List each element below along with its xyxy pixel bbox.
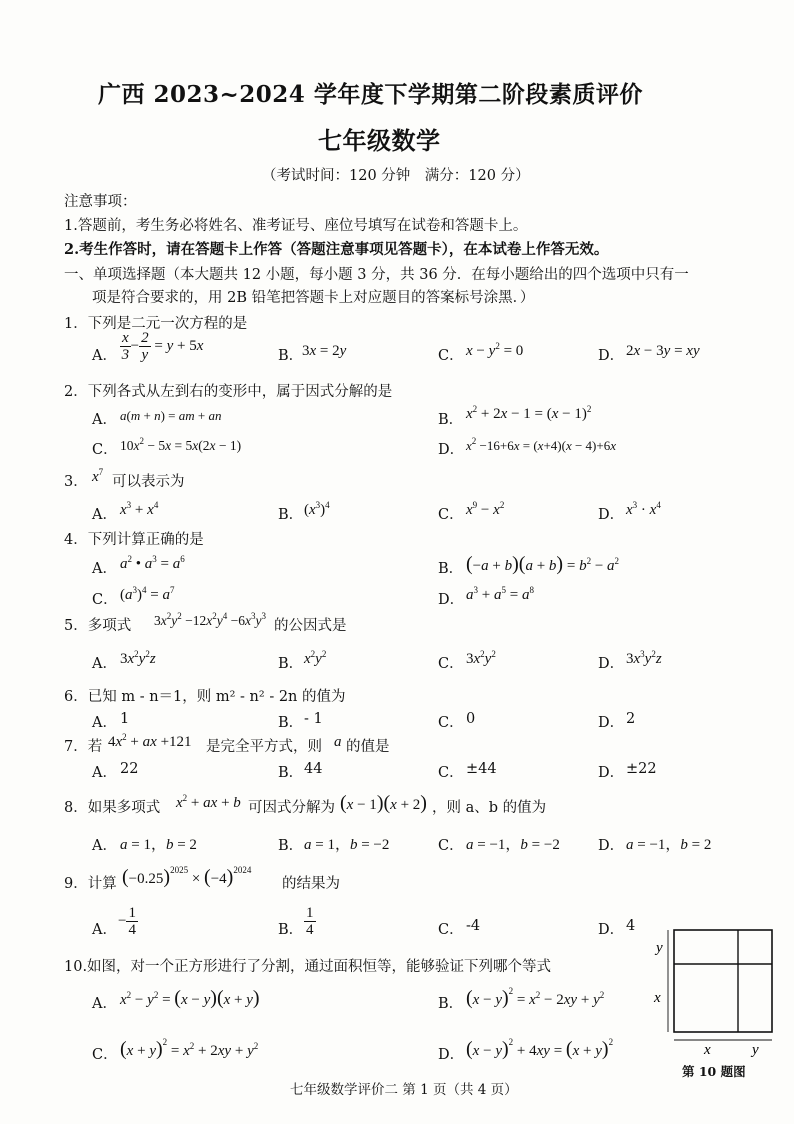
q6-label-d: D． bbox=[598, 715, 625, 731]
q7-label-a: A． bbox=[92, 765, 117, 781]
q3-option-b: $(x^3)^4$ bbox=[304, 500, 330, 518]
question-4: 4．下列计算正确的是 bbox=[64, 532, 204, 548]
q1-option-d: 2x − 3y = xy bbox=[626, 343, 700, 359]
q9-label-b: B． bbox=[278, 922, 304, 938]
question-7-mid: 是完全平方式，则 bbox=[206, 739, 322, 755]
question-10: 10.如图，对一个正方形进行了分割，通过面积恒等，能够验证下列哪个等式 bbox=[64, 959, 552, 975]
notes-item-1: 1.答题前，考生务必将姓名、准考证号、座位号填写在试卷和答题卡上。 bbox=[64, 218, 528, 234]
question-7-var: a bbox=[334, 734, 342, 750]
question-7-text: 的值是 bbox=[346, 739, 390, 755]
q5-option-a: $3x^2y^2z$ bbox=[120, 649, 156, 667]
q6-label-b: B． bbox=[278, 715, 304, 731]
notes-heading: 注意事项： bbox=[64, 194, 137, 210]
question-5-text: 的公因式是 bbox=[274, 618, 347, 634]
q3-label-d: D． bbox=[598, 507, 625, 523]
q1-option-c: $x - y^2 = 0$ bbox=[466, 341, 524, 359]
q4-label-c: C． bbox=[92, 592, 118, 608]
question-8-factor: (x − 1)(x + 2) bbox=[340, 792, 427, 814]
q2-label-a: A． bbox=[92, 412, 117, 428]
q8-label-c: C． bbox=[438, 838, 464, 854]
q9-label-c: C． bbox=[438, 922, 464, 938]
q1-option-b: 3x = 2y bbox=[302, 343, 347, 359]
q1-label-c: C． bbox=[438, 348, 464, 364]
q6-option-c: 0 bbox=[466, 711, 476, 727]
figure-caption: 第 10 题图 bbox=[682, 1064, 746, 1079]
q5-option-c: $3x^2y^2$ bbox=[466, 649, 496, 667]
question-2: 2．下列各式从左到右的变形中，属于因式分解的是 bbox=[64, 384, 393, 400]
q10-label-b: B． bbox=[438, 996, 464, 1012]
q4-label-d: D． bbox=[438, 592, 465, 608]
q9-option-a: − $\frac{1}{4}$ bbox=[118, 905, 136, 938]
q5-option-d: $3x^3y^2z$ bbox=[626, 649, 662, 667]
square-partition-figure bbox=[648, 922, 778, 1062]
exam-info: （考试时间：120 分钟 满分：120 分） bbox=[262, 168, 530, 184]
subject-title: 七年级数学 bbox=[318, 126, 441, 155]
outer-square bbox=[674, 930, 772, 1032]
q4-option-d: $a^3 + a^5 = a^8$ bbox=[466, 585, 534, 603]
question-6: 6．已知 m - n＝1，则 m² - n² - 2n 的值为 bbox=[64, 689, 346, 705]
question-7-number: 7．若 bbox=[64, 739, 103, 755]
q2-option-d: $x^2 -16+6x = (x+4)(x - 4)+6x$ bbox=[466, 436, 616, 453]
question-8-number: 8．如果多项式 bbox=[64, 800, 161, 816]
q1-label-b: B． bbox=[278, 348, 304, 364]
question-8-text: ，则 a、b 的值为 bbox=[432, 800, 547, 816]
q9-option-c: -4 bbox=[466, 918, 481, 934]
q2-label-d: D． bbox=[438, 442, 465, 458]
question-3-expr: $x^7$ bbox=[92, 467, 104, 485]
exam-title: 广西 2023~2024 学年度下学期第二阶段素质评价 bbox=[98, 81, 643, 108]
label-x-left: x bbox=[654, 990, 661, 1006]
section-header-line1: 一、单项选择题（本大题共 12 小题，每小题 3 分，共 36 分．在每小题给出的四个选项中只有一 bbox=[64, 267, 689, 283]
question-9-number: 9．计算 bbox=[64, 876, 117, 892]
q5-label-d: D． bbox=[598, 656, 625, 672]
question-5-number: 5．多项式 bbox=[64, 618, 132, 634]
q4-label-b: B． bbox=[438, 561, 464, 577]
q3-label-b: B． bbox=[278, 507, 304, 523]
page-footer: 七年级数学评价二 第 1 页（共 4 页） bbox=[290, 1082, 518, 1098]
question-7-expr: $4x^2$ + ax +121 bbox=[108, 732, 192, 750]
q6-label-a: A． bbox=[92, 715, 117, 731]
notes-item-2: 2.考生作答时，请在答题卡上作答（答题注意事项见答题卡），在本试卷上作答无效。 bbox=[64, 241, 609, 258]
q5-label-a: A． bbox=[92, 656, 117, 672]
question-8-mid: 可因式分解为 bbox=[248, 800, 335, 816]
q1-label-a: A． bbox=[92, 348, 117, 364]
q7-option-b: 44 bbox=[304, 761, 323, 777]
q8-option-c: a = −1，b = −2 bbox=[466, 837, 560, 853]
q5-option-b: $x^2y^2$ bbox=[304, 649, 327, 667]
label-y-left: y bbox=[656, 940, 663, 956]
q8-label-a: A． bbox=[92, 838, 117, 854]
q2-option-c: $10x^2 - 5x = 5x(2x - 1)$ bbox=[120, 436, 242, 453]
q1-label-d: D． bbox=[598, 348, 625, 364]
q4-option-b: $(-a + b)(a + b) = b^2 - a^2$ bbox=[466, 553, 620, 575]
q10-label-a: A． bbox=[92, 996, 117, 1012]
q5-label-c: C． bbox=[438, 656, 464, 672]
q9-label-d: D． bbox=[598, 922, 625, 938]
question-8-expr: $x^2$ + ax + b bbox=[176, 793, 241, 811]
q3-label-c: C． bbox=[438, 507, 464, 523]
q6-label-c: C． bbox=[438, 715, 464, 731]
q10-label-c: C． bbox=[92, 1047, 118, 1063]
q10-option-c: $(x + y)^2 = x^2 + 2xy + y^2$ bbox=[120, 1037, 259, 1060]
q7-option-c: ±44 bbox=[466, 761, 497, 777]
q3-option-a: $x^3 + x^4$ bbox=[120, 500, 159, 518]
q3-option-c: $x^9 - x^2$ bbox=[466, 500, 505, 518]
section-header-line2: 项是符合要求的，用 2B 铅笔把答题卡上对应题目的答案标号涂黑．） bbox=[92, 290, 535, 306]
q3-option-d: $x^3 \cdot x^4$ bbox=[626, 500, 661, 518]
q4-option-c: $(a^3)^4 = a^7$ bbox=[120, 585, 175, 603]
q6-option-d: 2 bbox=[626, 711, 636, 727]
q1-option-a: $\frac{x}{3}$ − $\frac{2}{y}$ = y + 5x bbox=[121, 330, 204, 363]
question-9-expr: $(-0.25)^{2025} \times (-4)^{2024}$ bbox=[122, 865, 252, 888]
q7-option-d: ±22 bbox=[626, 761, 657, 777]
q8-label-b: B． bbox=[278, 838, 304, 854]
q7-label-c: C． bbox=[438, 765, 464, 781]
question-3-text: 可以表示为 bbox=[112, 474, 185, 490]
q2-option-b: $x^2 + 2x - 1 = (x - 1)^2$ bbox=[466, 404, 592, 422]
q10-option-b: $(x - y)^2 = x^2 - 2xy + y^2$ bbox=[466, 986, 605, 1009]
q2-label-c: C． bbox=[92, 442, 118, 458]
q2-label-b: B． bbox=[438, 412, 464, 428]
q8-label-d: D． bbox=[598, 838, 625, 854]
q2-option-a: a(m + n) = am + an bbox=[120, 408, 222, 423]
q10-option-a: $x^2 - y^2 = (x - y)(x + y)$ bbox=[120, 987, 260, 1009]
q4-label-a: A． bbox=[92, 561, 117, 577]
q10-option-d: $(x - y)^2 + 4xy = (x + y)^2$ bbox=[466, 1037, 614, 1060]
q7-option-a: 22 bbox=[120, 761, 139, 777]
q6-option-a: 1 bbox=[120, 711, 130, 727]
label-y-bottom: y bbox=[752, 1042, 759, 1058]
q3-label-a: A． bbox=[92, 507, 117, 523]
q7-label-b: B． bbox=[278, 765, 304, 781]
q9-option-d: 4 bbox=[626, 918, 636, 934]
question-5-expr: $3x^2y^2 -12x^2y^4 -6x^3y^3$ bbox=[154, 611, 266, 628]
q7-label-d: D． bbox=[598, 765, 625, 781]
q8-option-d: a = −1，b = 2 bbox=[626, 837, 712, 853]
q8-option-b: a = 1，b = −2 bbox=[304, 837, 390, 853]
q9-option-b: $\frac{1}{4}$ bbox=[306, 905, 314, 938]
q6-option-b: - 1 bbox=[304, 711, 323, 727]
q8-option-a: a = 1，b = 2 bbox=[120, 837, 197, 853]
q4-option-a: $a^2$ • $a^3 = a^6$ bbox=[120, 554, 185, 572]
q5-label-b: B． bbox=[278, 656, 304, 672]
question-1: 1．下列是二元一次方程的是 bbox=[64, 316, 248, 332]
question-3-number: 3． bbox=[64, 474, 88, 490]
q9-label-a: A． bbox=[92, 922, 117, 938]
label-x-bottom: x bbox=[704, 1042, 711, 1058]
question-9-text: 的结果为 bbox=[282, 876, 340, 892]
q10-label-d: D． bbox=[438, 1047, 465, 1063]
